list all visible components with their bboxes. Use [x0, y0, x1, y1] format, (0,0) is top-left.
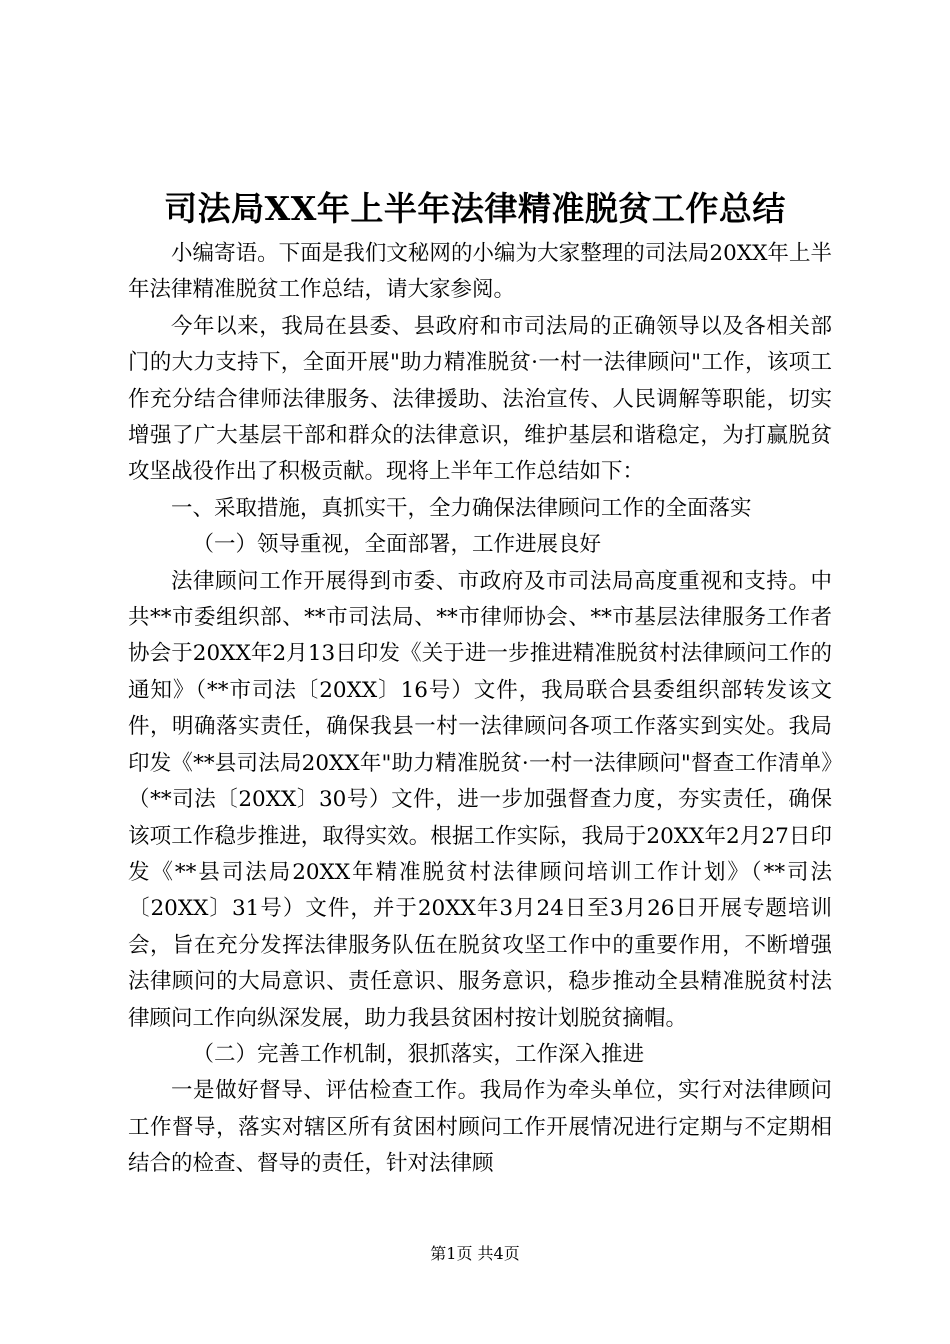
- paragraph-subsection-2: 一是做好督导、评估检查工作。我局作为牵头单位，实行对法律顾问工作督导，落实对辖区所有贫困村顾问工作开展情况进行定期与不定期相结合的检查、督导的责任，针对法律顾: [128, 1078, 832, 1177]
- subsection-heading-1: （一）领导重视，全面部署，工作进展良好: [192, 532, 602, 558]
- paragraph-intro: 小编寄语。下面是我们文秘网的小编为大家整理的司法局20XX年上半年法律精准脱贫工作总结，请大家参阅。: [128, 241, 832, 303]
- page-footer: 第1页 共4页: [430, 1244, 520, 1263]
- page-title: 司法局XX年上半年法律精准脱贫工作总结: [164, 189, 786, 228]
- paragraph-overview: 今年以来，我局在县委、县政府和市司法局的正确领导以及各相关部门的大力支持下，全面开展"助力精准脱贫·一村一法律顾问"工作，该项工作充分结合律师法律服务、法律援助、法治宣传、人民调解等职能，切实增强了广大基层干部和群众的法律意识，维护基层和谐稳定，为打赢脱贫攻坚战役作出了积极贡献。现将上半年工作总结如下：: [128, 313, 832, 485]
- document-body: [128, 236, 832, 1183]
- paragraph-subsection-1: 法律顾问工作开展得到市委、市政府及市司法局高度重视和支持。中共**市委组织部、**市司法局、**市律师协会、**市基层法律服务工作者协会于20XX年2月13日印发《关于进一步推进精准脱贫村法律顾问工作的通知》（**市司法〔20XX〕16号）文件，我局联合县委组织部转发该文件，明确落实责任，确保我县一村一法律顾问各项工作落实到实处。我局印发《**县司法局20XX年"助力精准脱贫·一村一法律顾问"督查工作清单》（**司法〔20XX〕30号）文件，进一步加强督查力度，夯实责任，确保该项工作稳步推进，取得实效。根据工作实际，我局于20XX年2月27日印发《**县司法局20XX年精准脱贫村法律顾问培训工作计划》（**司法〔20XX〕31号）文件，并于20XX年3月24日至3月26日开展专题培训会，旨在充分发挥法律服务队伍在脱贫攻坚工作中的重要作用，不断增强法律顾问的大局意识、责任意识、服务意识，稳步推动全县精准脱贫村法律顾问工作向纵深发展，助力我县贫困村按计划脱贫摘帽。: [128, 568, 832, 1031]
- subsection-heading-2: （二）完善工作机制，狠抓落实，工作深入推进: [192, 1041, 645, 1067]
- section-heading-1: 一、采取措施，真抓实干，全力确保法律顾问工作的全面落实: [171, 495, 752, 521]
